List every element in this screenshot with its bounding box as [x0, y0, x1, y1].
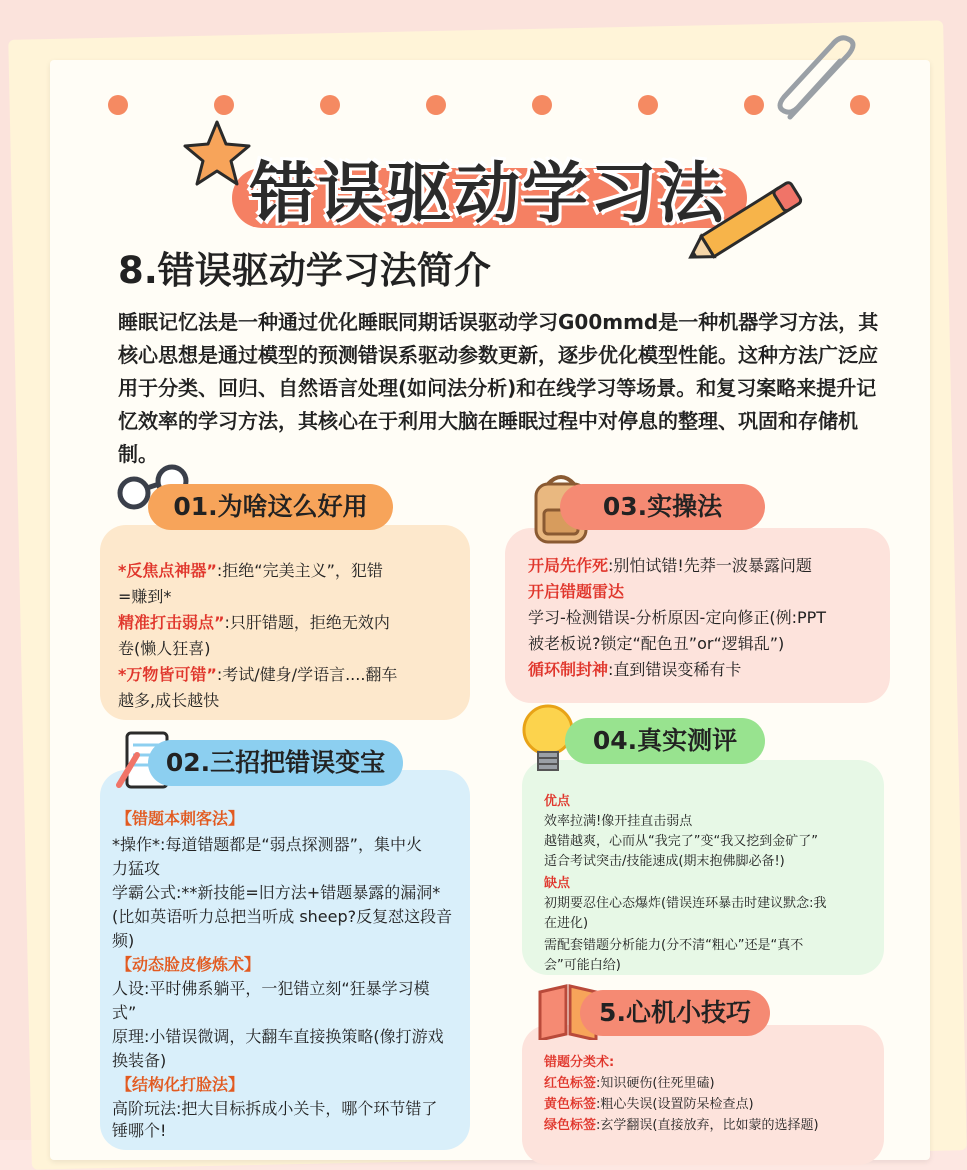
section-1-line: *反焦点神器”:拒绝“完美主义”，犯错: [118, 561, 383, 580]
section-2-line: 频): [112, 931, 135, 950]
section-2-heading: 02.三招把错误变宝: [148, 740, 403, 786]
section-1-line: *万物皆可错”:考试/健身/学语言....翻车: [118, 665, 398, 684]
page-title: 错误驱动学习法: [250, 155, 726, 232]
section-2-subheading: 【动态脸皮修炼术】: [116, 955, 261, 974]
section-2-line: 锤哪个!: [112, 1121, 167, 1140]
section-4-line: 在进化): [544, 916, 589, 931]
section-1-line: =赚到*: [118, 587, 172, 606]
section-5-line: 绿色标签:玄学翻误(直接放弃，比如蒙的选择题): [544, 1118, 819, 1133]
binder-dot: [108, 95, 128, 115]
cons-label: 缺点: [544, 876, 571, 891]
section-2-subheading: 【结构化打脸法】: [116, 1075, 245, 1094]
section-4-heading: 04.真实测评: [565, 718, 765, 764]
pencil-icon: [680, 170, 820, 270]
section-5-line: 红色标签:知识硬伤(往死里磕): [544, 1076, 715, 1091]
pros-label: 优点: [544, 794, 571, 809]
star-icon: [182, 118, 252, 188]
section-3-line: 学习-检测错误-分析原因-定向修正(例:PPT: [528, 608, 827, 627]
section-1-heading: 01.为啥这么好用: [148, 484, 393, 530]
section-1-line: 精准打击弱点”:只肝错题，拒绝无效内: [118, 613, 390, 632]
binder-dot: [532, 95, 552, 115]
section-heading: 8.错误驱动学习法简介: [118, 249, 491, 292]
section-3-line: 循环制封神:直到错误变稀有卡: [528, 660, 742, 679]
section-2-line: 式”: [112, 1003, 137, 1022]
section-1-line: 卷(懒人狂喜): [118, 639, 211, 658]
section-2-line: 人设:平时佛系躺平，一犯错立刻“狂暴学习模: [112, 979, 430, 998]
section-4-line: 效率拉满!像开挂直击弱点: [544, 814, 693, 829]
section-4-line: 需配套错题分析能力(分不清“粗心”还是“真不: [544, 938, 804, 953]
binder-dot: [744, 95, 764, 115]
section-3-line: 被老板说?锁定“配色丑”or“逻辑乱”): [528, 634, 785, 653]
section-2-line: 原理:小错误微调，大翻车直接换策略(像打游戏: [112, 1027, 444, 1046]
section-3-line: 开局先作死:别怕试错!先莽一波暴露问题: [528, 556, 812, 575]
section-2-line: 学霸公式:**新技能=旧方法+错题暴露的漏洞*: [112, 883, 441, 902]
section-2-line: (比如英语听力总把当听成 sheep?反复怼这段音: [112, 907, 453, 926]
section-5-subheading: 错题分类术:: [544, 1055, 615, 1070]
section-3-heading: 03.实操法: [560, 484, 765, 530]
section-2-subheading: 【错题本刺客法】: [116, 809, 245, 828]
binder-dot: [320, 95, 340, 115]
section-4-line: 越错越爽，心而从“我完了”变“我又挖到金矿了”: [544, 834, 818, 849]
section-2-line: 高阶玩法:把大目标拆成小关卡，哪个环节错了: [112, 1099, 438, 1118]
binder-dot: [426, 95, 446, 115]
section-2-line: 力猛攻: [112, 859, 161, 878]
binder-dot: [638, 95, 658, 115]
section-2-line: *操作*:每道错题都是“弱点探测器”，集中火: [112, 835, 422, 854]
binder-dot: [214, 95, 234, 115]
section-4-line: 适合考试突击/技能速成(期末抱佛脚必备!): [544, 854, 785, 869]
section-5-line: 黄色标签:粗心失误(设置防呆检查点): [544, 1097, 754, 1112]
intro-paragraph: 睡眠记忆法是一种通过优化睡眠同期话误驱动学习G00mmd是一种机器学习方法，其核心思想是通过模型的预测错误系驱动参数更新，逐步优化模型性能。这种方法广泛应用于分类、回归、自然语言处理(如问法分析)和在线学习等场景。和复习案略来提升记忆效率的学习方法，其核心在于利用大脑在睡眠过程中对停息的整理、巩固和存储机制。: [118, 310, 879, 466]
section-3-line: 开启错题雷达: [528, 582, 625, 601]
section-5-heading: 5.心机小技巧: [580, 990, 770, 1036]
section-4-line: 初期要忍住心态爆炸(错误连环暴击时建议默念:我: [544, 896, 827, 911]
section-1-line: 越多,成长越快: [118, 691, 220, 710]
section-2-line: 换装备): [112, 1051, 167, 1070]
paperclip-icon: [770, 35, 865, 125]
section-4-line: 会”可能白给): [544, 958, 621, 973]
